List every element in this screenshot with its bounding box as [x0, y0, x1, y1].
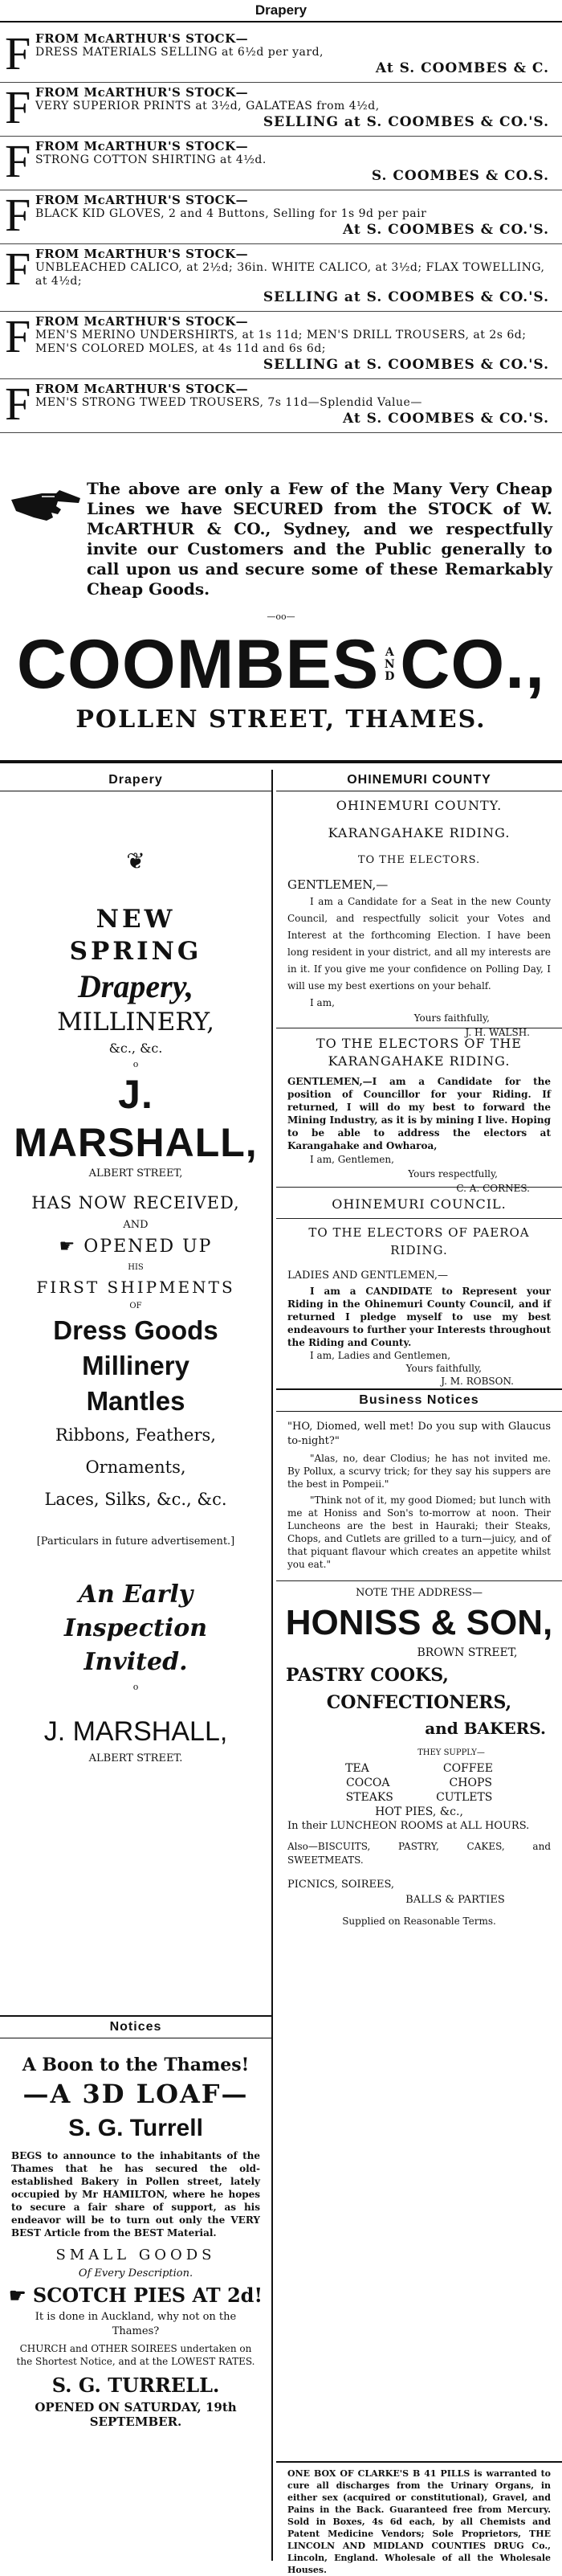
and-letter: A [385, 645, 394, 659]
coombes-address: POLLEN STREET, THAMES. [75, 705, 487, 734]
walsh-t3: TO THE ELECTORS. [357, 854, 481, 866]
honiss-bakers: and BAKERS. [425, 1719, 546, 1738]
honiss-supply: THEY SUPPLY— [417, 1748, 485, 1757]
right-column [276, 770, 562, 2575]
honiss-cutlets: CUTLETS [436, 1791, 493, 1804]
robson-t2: TO THE ELECTORS OF PAEROA RIDING. [276, 1218, 562, 1259]
marshall-street2: ALBERT STREET. [88, 1752, 183, 1764]
ad-line3: SELLING at S. COOMBES & CO.'S. [263, 289, 549, 305]
honiss-quote1: "HO, Diomed, well met! Do you sup with Glaucus to-night?" [287, 1421, 551, 1447]
ad-line1: FROM McARTHUR'S STOCK— [35, 85, 249, 100]
marshall-drapery: Drapery, [77, 968, 194, 1004]
honiss-confectioners: CONFECTIONERS, [326, 1692, 512, 1713]
marshall-name: J. MARSHALL, [14, 1072, 258, 1165]
mcarthur-ad [0, 83, 562, 137]
marshall-first: FIRST SHIPMENTS [36, 1278, 235, 1297]
pointing-hand-icon [10, 485, 82, 525]
cornes-signature: C. A. CORNES. [456, 1183, 530, 1194]
marshall-early: An Early Inspection Invited. [63, 1580, 208, 1676]
walsh-t2: KARANGAHAKE RIDING. [328, 825, 511, 840]
turrell-scotch-text: SCOTCH PIES AT 2d! [32, 2284, 263, 2307]
drop-cap-f: F [5, 310, 31, 362]
and-vertical [382, 647, 397, 683]
drop-cap-f: F [5, 135, 31, 187]
cornes-body: GENTLEMEN,—I am a Candidate for the position of Councillor for your Riding. If returned, I will do my best to forward the Mining Industry, as it is by mining I live. Hoping to be able to address the electors at Karangahake and Owharoa, [287, 1076, 551, 1151]
notices-section [0, 2015, 271, 2429]
drop-cap-f: F [5, 243, 31, 295]
marshall-advert [0, 848, 271, 1766]
marshall-millinery2: Millinery [82, 1351, 189, 1380]
marshall-ribbons: Ribbons, Feathers, [55, 1425, 216, 1445]
robson-notice [276, 1194, 562, 1387]
marshall-particulars: [Particulars in future advertisement.] [36, 1535, 235, 1548]
robson-signature: J. M. ROBSON. [441, 1376, 514, 1387]
divider-rule [0, 760, 562, 763]
marshall-laces: Laces, Silks, &c., &c. [44, 1490, 227, 1509]
walsh-signature: J. H. WALSH. [465, 1027, 530, 1038]
mcarthur-ad [0, 29, 562, 83]
honiss-row1 [276, 1761, 562, 1776]
walsh-iam: I am, [310, 997, 335, 1008]
honiss-picnics: PICNICS, SOIREES, [287, 1879, 395, 1891]
business-section [276, 1388, 562, 1930]
turrell-name2: S. G. TURRELL. [51, 2374, 220, 2397]
turrell-church: CHURCH and OTHER SOIREES undertaken on the Shortest Notice, and at the LOWEST RATES. [16, 2343, 255, 2367]
ad-line3: At S. COOMBES & CO.'S. [343, 222, 549, 238]
robson-iam: I am, Ladies and Gentlemen, [310, 1350, 451, 1361]
ad-line2: MEN'S MERINO UNDERSHIRTS, at 1s 11d; MEN'S DRILL TROUSERS, at 2s 6d; MEN'S COLORED MOLES, at 4s 11d and 6s 6d; [35, 329, 527, 355]
marshall-millinery: MILLINERY, [57, 1008, 214, 1037]
cornes-t1: TO THE ELECTORS OF THE KARANGAHAKE RIDING. [316, 1036, 522, 1069]
honiss-lunch: In their LUNCHEON ROOMS at ALL HOURS. [287, 1820, 530, 1832]
drop-cap-f: F [5, 27, 31, 80]
cornes-iam: I am, Gentlemen, [310, 1154, 394, 1165]
clarke-notice [276, 2461, 562, 2576]
and-letter: N [384, 657, 395, 671]
coombes-co: CO., [400, 626, 546, 703]
ad-line2: UNBLEACHED CALICO, at 2½d; 36in. WHITE CALICO, at 3½d; FLAX TOWELLING, at 4½d; [35, 261, 545, 288]
turrell-auckland: It is done in Auckland, why not on the Thames? [35, 2311, 237, 2337]
turrell-every: Of Every Description. [78, 2267, 193, 2280]
ad-line2: STRONG COTTON SHIRTING at 4½d. [35, 153, 267, 166]
drop-cap-f: F [5, 378, 31, 430]
marshall-opened: ☛ OPENED UP [59, 1237, 213, 1257]
marshall-spring: SPRING [69, 937, 202, 966]
honiss-supplied: Supplied on Reasonable Terms. [342, 1916, 496, 1927]
mcarthur-ad [0, 379, 562, 433]
left-column [0, 770, 273, 2561]
section-header: Drapery [0, 0, 562, 22]
ad-line2: VERY SUPERIOR PRINTS at 3½d, GALATEAS from 4½d, [35, 100, 380, 112]
honiss-steaks: STEAKS [345, 1791, 393, 1804]
cornes-notice [276, 1035, 562, 1194]
marshall-opened-text: OPENED UP [83, 1237, 213, 1257]
marshall-of: OF [129, 1302, 142, 1310]
honiss-chops: CHOPS [449, 1777, 492, 1789]
drapery-heading: Drapery [0, 770, 271, 791]
mcarthur-ad [0, 312, 562, 379]
turrell-small-goods: SMALL GOODS [55, 2247, 216, 2263]
cheap-lines-notice: The above are only a Few of the Many Very Cheap Lines we have SECURED from the STOCK of W. McARTHUR & CO., Sydney, and we respectfully invite our Customers and the Public generally to call upon us and secure some of these Remarkably Cheap Goods. [87, 479, 552, 599]
ad-line3: S. COOMBES & CO.S. [371, 168, 549, 184]
ohinemuri-heading: OHINEMURI COUNTY [276, 770, 562, 791]
marshall-etc: &c., &c. [108, 1041, 163, 1056]
mcarthur-ads [0, 29, 562, 433]
drop-cap-f: F [5, 81, 31, 133]
ad-line3: SELLING at S. COOMBES & CO.'S. [263, 114, 549, 130]
honiss-pastry: PASTRY COOKS, [286, 1665, 449, 1686]
marshall-o: o [132, 1059, 139, 1069]
honiss-row3 [276, 1790, 562, 1805]
drop-cap-f: F [5, 189, 31, 241]
robson-body: I am a CANDIDATE to Represent your Riding in the Ohinemuri County Council, and if returned I pledge myself to use my best endeavours to further your Interests throughout the Riding and County. [287, 1286, 551, 1348]
robson-ladies: LADIES AND GENTLEMEN,— [287, 1270, 448, 1282]
marshall-street: ALBERT STREET, [88, 1167, 183, 1180]
ad-line1: FROM McARTHUR'S STOCK— [35, 31, 249, 46]
honiss-also: Also—BISCUITS, PASTRY, CAKES, and SWEETMEATS. [287, 1841, 551, 1866]
honiss-quote2: "Alas, no, dear Clodius; he has not invited me. By Pollux, a scurvy trick; for they say his suppers are the best in Pompeii." [287, 1453, 551, 1490]
turrell-boon: A Boon to the Thames! [22, 2055, 250, 2075]
turrell-loaf: —A 3D LOAF— [22, 2079, 249, 2109]
ad-line2: MEN'S STRONG TWEED TROUSERS, 7s 11d—Splendid Value— [35, 396, 422, 409]
turrell-opened: OPENED ON SATURDAY, 19th SEPTEMBER. [35, 2400, 237, 2429]
notices-heading: Notices [0, 2017, 271, 2038]
marshall-mantles: Mantles [86, 1386, 185, 1416]
marshall-dress: Dress Goods [53, 1315, 218, 1345]
honiss-quote3: "Think not of it, my good Diomed; but lunch with me at Honiss and Son's to-morrow at noon. Their Luncheons are the best in Hauraki; their Steaks, Chops, and Cutlets are grilled to a turn—juicy, and of that piquant flavour which creates an appetite whilst you eat." [287, 1494, 551, 1570]
ad-line3: SELLING at S. COOMBES & CO.'S. [263, 357, 549, 373]
marshall-ornaments: Ornaments, [85, 1458, 186, 1477]
ornament-icon: ❦ [126, 848, 145, 874]
honiss-balls: BALLS & PARTIES [405, 1894, 505, 1906]
marshall-name2: J. MARSHALL, [43, 1716, 228, 1747]
mcarthur-ad [0, 244, 562, 312]
marshall-new: NEW [96, 905, 176, 934]
coombes-banner [0, 625, 562, 736]
cornes-yours: Yours respectfully, [408, 1168, 498, 1180]
honiss-cocoa: COCOA [346, 1777, 390, 1789]
mcarthur-ad [0, 190, 562, 244]
mcarthur-ad [0, 137, 562, 190]
honiss-street: BROWN STREET, [417, 1646, 518, 1659]
ornament-divider: —oo— [267, 611, 295, 622]
ad-line1: FROM McARTHUR'S STOCK— [35, 382, 249, 396]
walsh-t1: OHINEMURI COUNTY. [336, 798, 503, 813]
honiss-row2 [276, 1776, 562, 1790]
and-letter: D [385, 669, 395, 683]
ad-line3: At S. COOMBES & CO.'S. [343, 411, 549, 427]
honiss-note: NOTE THE ADDRESS— [276, 1580, 562, 1602]
walsh-body: I am a Candidate for a Seat in the new County Council, and respectfully solicit your Votes and Interest at the forthcoming Election. I have been long resident in your district, and all my interests are in it. If you give me your confidence on Polling Day, I will use my best exertions on your behalf. [287, 896, 551, 992]
walsh-gentlemen: GENTLEMEN,— [287, 877, 389, 892]
coombes-name: COOMBES [16, 626, 380, 703]
walsh-notice [276, 795, 562, 1038]
honiss-coffee: COFFEE [442, 1762, 493, 1775]
marshall-his: HIS [128, 1263, 144, 1272]
ad-line1: FROM McARTHUR'S STOCK— [35, 193, 249, 207]
clarke-body: ONE BOX OF CLARKE'S B 41 PILLS is warranted to cure all discharges from the Urinary Organs, in either sex (acquired or constitutional), Gravel, and Pains in the Back. Guaranteed free from Mercury. Sold in Boxes, 4s 6d each, by all Chemists and Patent Medicine Vendors; Sole Proprietors, THE LINCOLN AND MIDLAND COUNTIES DRUG Co., Lincoln, England. Wholesale of all the Wholesale Houses. [287, 2468, 551, 2575]
marshall-and: AND [123, 1219, 149, 1231]
ad-line1: FROM McARTHUR'S STOCK— [35, 247, 249, 261]
robson-t1: OHINEMURI COUNCIL. [332, 1196, 507, 1212]
walsh-yours: Yours faithfully, [413, 1012, 490, 1024]
ad-line3: At S. COOMBES & C. [375, 60, 549, 76]
ad-line1: FROM McARTHUR'S STOCK— [35, 139, 249, 153]
honiss-tea: TEA [345, 1762, 369, 1775]
ad-line2: BLACK KID GLOVES, 2 and 4 Buttons, Selling for 1s 9d per pair [35, 207, 427, 220]
turrell-name: S. G. Turrell [68, 2115, 203, 2141]
robson-yours: Yours faithfully, [405, 1363, 482, 1374]
business-heading: Business Notices [276, 1390, 562, 1412]
turrell-body: BEGS to announce to the inhabitants of the Thames that he has secured the old-established Bakery in Pollen street, lately occupied by Mr HAMILTON, where he hopes to secure a fair share of support, as his endeavor will be to turn out only the VERY BEST Article from the BEST Material. [11, 2150, 260, 2239]
honiss-name: HONISS & SON, [285, 1603, 553, 1642]
honiss-hotpies: HOT PIES, &c., [375, 1805, 463, 1818]
ad-line1: FROM McARTHUR'S STOCK— [35, 314, 249, 329]
turrell-scotch: ☛ SCOTCH PIES AT 2d! [9, 2284, 263, 2307]
marshall-has-now: HAS NOW RECEIVED, [31, 1193, 240, 1212]
marshall-o2: o [132, 1682, 139, 1692]
ad-line2: DRESS MATERIALS SELLING at 6½d per yard, [35, 46, 324, 59]
